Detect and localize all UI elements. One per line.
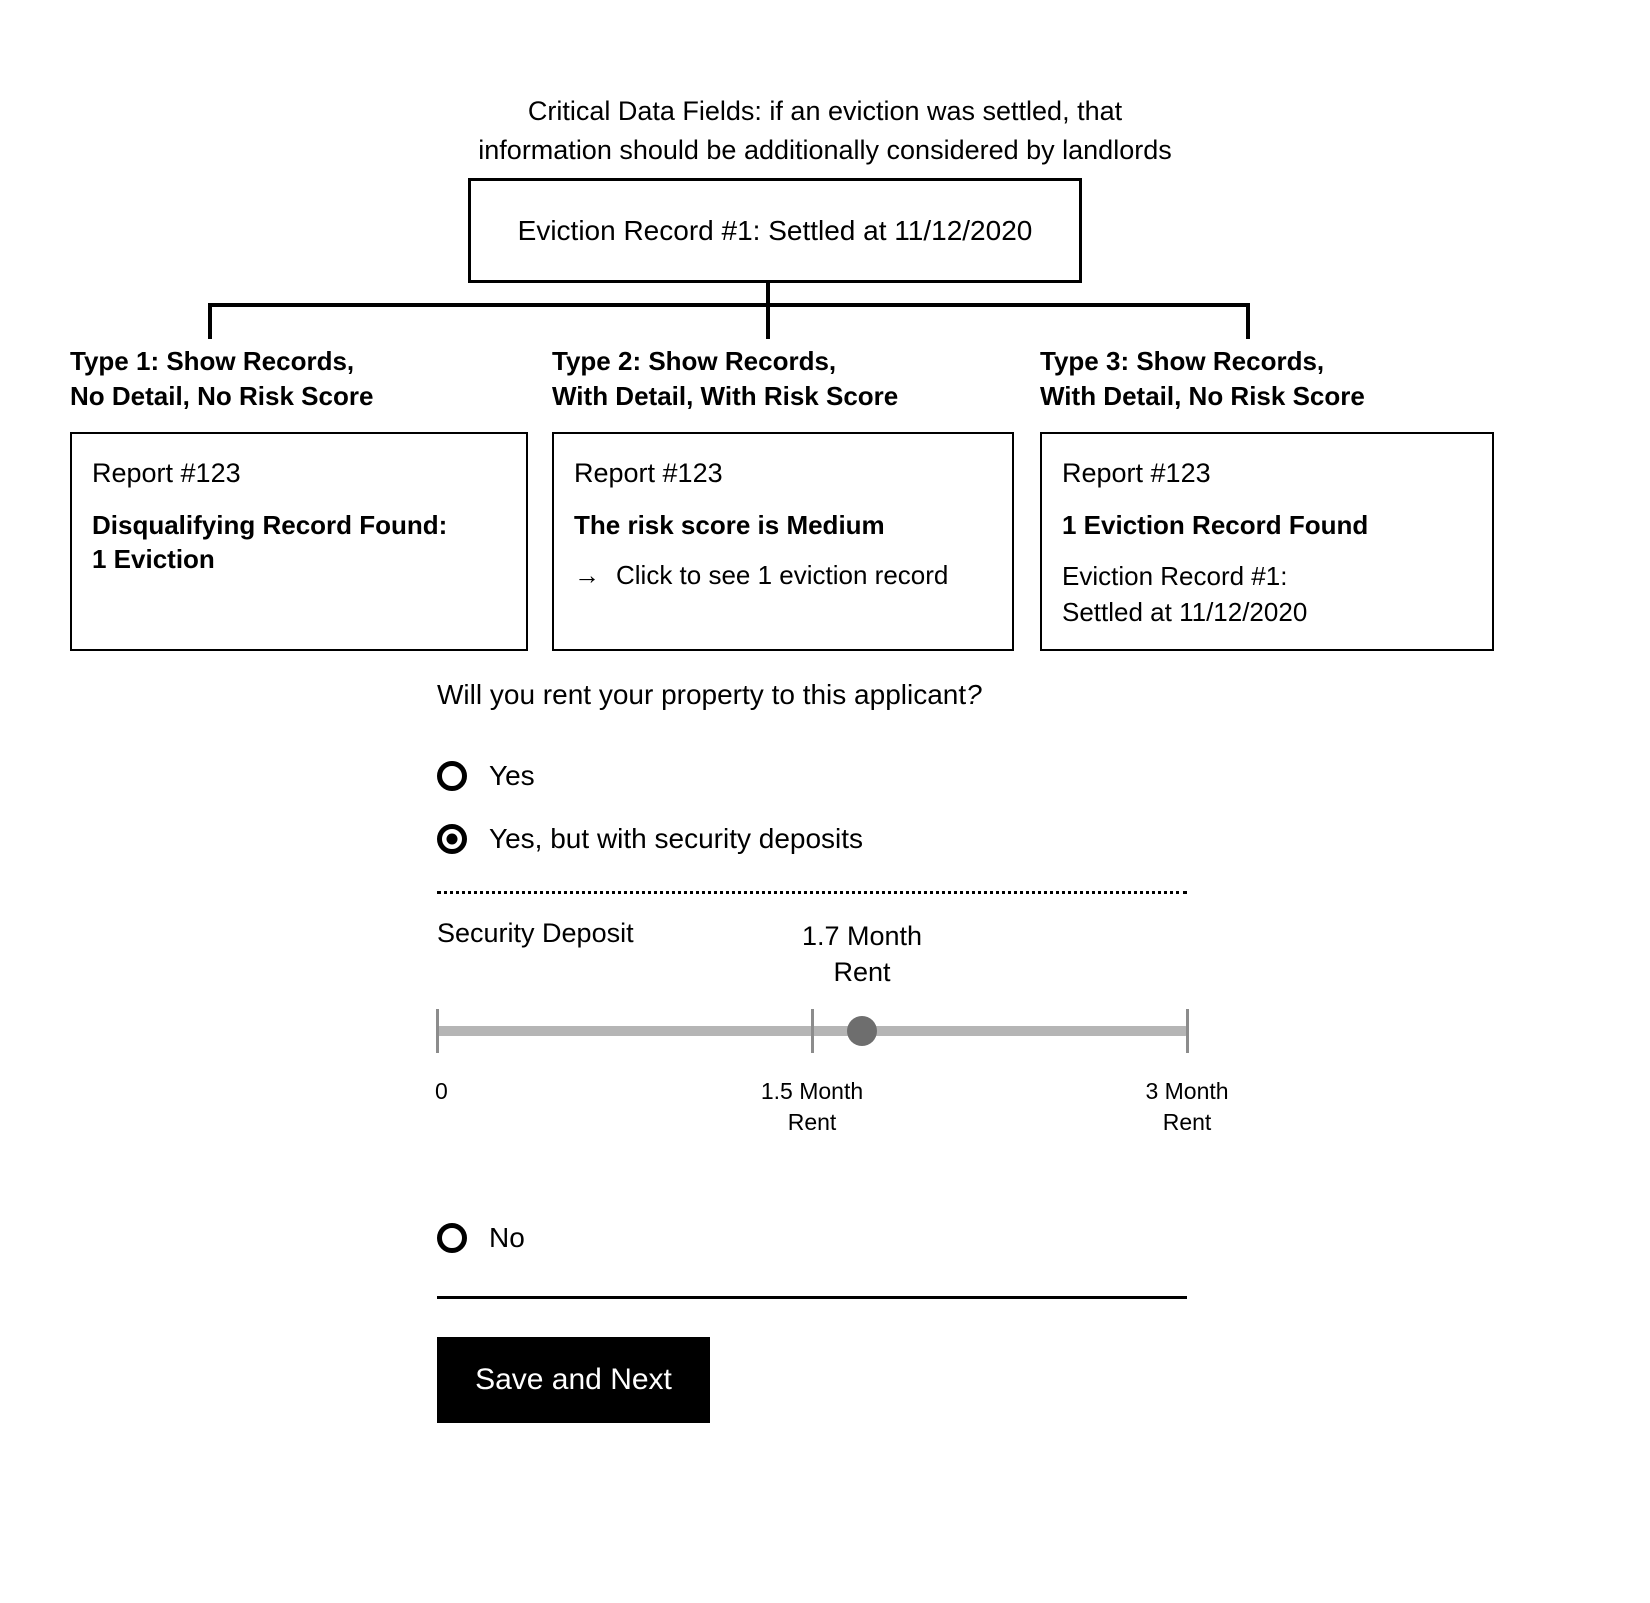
solid-divider: [437, 1296, 1187, 1299]
eviction-record-label: Eviction Record #1: Settled at 11/12/2020: [517, 214, 1033, 246]
slider-label-max: [1077, 1076, 1297, 1138]
radio-option-no[interactable]: [437, 1222, 525, 1254]
slider-thumb[interactable]: [847, 1016, 877, 1046]
slider-label-mid-line-2: Rent: [787, 1109, 837, 1135]
type-1-headline: [92, 508, 506, 576]
security-deposit-slider-block: [435, 918, 1229, 1148]
slider-tick-end: [1186, 1009, 1189, 1053]
type-1-title-line-1: Type 1: Show Records,: [70, 346, 355, 376]
type-1-headline-line-2: 1 Eviction: [92, 544, 215, 574]
type-3-report-card: [1040, 432, 1494, 651]
type-2-headline-line-1: The risk score is Medium: [574, 510, 885, 540]
type-2-link-label: Click to see 1 eviction record: [616, 560, 949, 590]
radio-label-yes: Yes: [489, 760, 535, 791]
type-2-title-line-1: Type 2: Show Records,: [552, 346, 837, 376]
slider-label-max-line-1: 3 Month: [1145, 1078, 1229, 1104]
rent-question: [437, 679, 982, 711]
slider-label-max-line-2: Rent: [1162, 1109, 1212, 1135]
slider-tick-start: [436, 1009, 439, 1053]
type-2-title: [552, 344, 1014, 414]
type-3-detail-line-1: Eviction Record #1:: [1062, 561, 1288, 591]
slider-label-mid-line-1: 1.5 Month: [760, 1078, 864, 1104]
diagram-caption: [325, 92, 1325, 170]
radio-circle-icon-no[interactable]: [437, 1223, 467, 1253]
radio-circle-icon-yes[interactable]: [437, 761, 467, 791]
type-1-report-id: Report #123: [92, 458, 241, 488]
type-1-title-line-2: No Detail, No Risk Score: [70, 381, 374, 411]
radio-option-yes[interactable]: [437, 760, 535, 792]
dotted-divider: [437, 891, 1187, 894]
type-3-detail-line-2: Settled at 11/12/2020: [1062, 597, 1308, 627]
slider-tick-mid: [811, 1009, 814, 1053]
radio-label-yes-with-deposit: Yes, but with security deposits: [489, 823, 864, 854]
slider-value-line-2: Rent: [833, 957, 891, 987]
radio-option-yes-with-deposit[interactable]: [437, 823, 863, 855]
connector-bar: [208, 303, 1250, 307]
slider-label-mid: [702, 1076, 922, 1138]
type-3-headline: [1062, 508, 1472, 542]
type-3-report-id: Report #123: [1062, 458, 1211, 488]
slider-title: Security Deposit: [437, 918, 634, 948]
save-and-next-button[interactable]: Save and Next: [437, 1337, 710, 1423]
connector-drop-one: [208, 303, 212, 339]
type-3-title-line-1: Type 3: Show Records,: [1040, 346, 1325, 376]
slider-label-min-line-1: 0: [435, 1078, 448, 1104]
slider-label-min: [435, 1076, 555, 1107]
type-3-headline-line-1: 1 Eviction Record Found: [1062, 510, 1369, 540]
type-2-title-line-2: With Detail, With Risk Score: [552, 381, 899, 411]
type-2-report-id: Report #123: [574, 458, 723, 488]
type-1-column: [70, 344, 528, 651]
type-2-headline: [574, 508, 992, 542]
radio-label-no: No: [489, 1222, 525, 1253]
type-1-report-card: [70, 432, 528, 651]
type-3-title-line-2: With Detail, No Risk Score: [1040, 381, 1365, 411]
connector-drop-three: [1246, 303, 1250, 339]
radio-circle-icon-yes-with-deposit[interactable]: [437, 824, 467, 854]
slider-current-value: [752, 918, 972, 990]
arrow-right-icon: →: [574, 560, 600, 590]
type-2-see-record-link[interactable]: [574, 558, 992, 592]
type-1-title: [70, 344, 528, 414]
rent-question-text: Will you rent your property to this applicant: [437, 679, 967, 710]
caption-line-1: Critical Data Fields: if an eviction was settled, that: [527, 96, 1123, 126]
type-1-headline-line-1: Disqualifying Record Found:: [92, 510, 448, 540]
type-3-record-detail: [1062, 558, 1472, 630]
type-2-report-card: [552, 432, 1014, 651]
type-3-title: [1040, 344, 1494, 414]
type-2-column: [552, 344, 1014, 651]
eviction-record-node: [468, 178, 1082, 283]
caption-line-2: information should be additionally considered by landlords: [478, 135, 1172, 165]
type-3-column: [1040, 344, 1494, 651]
connector-drop-two: [766, 303, 770, 339]
slider-value-line-1: 1.7 Month: [801, 921, 923, 951]
rent-question-mark: ?: [966, 679, 982, 710]
